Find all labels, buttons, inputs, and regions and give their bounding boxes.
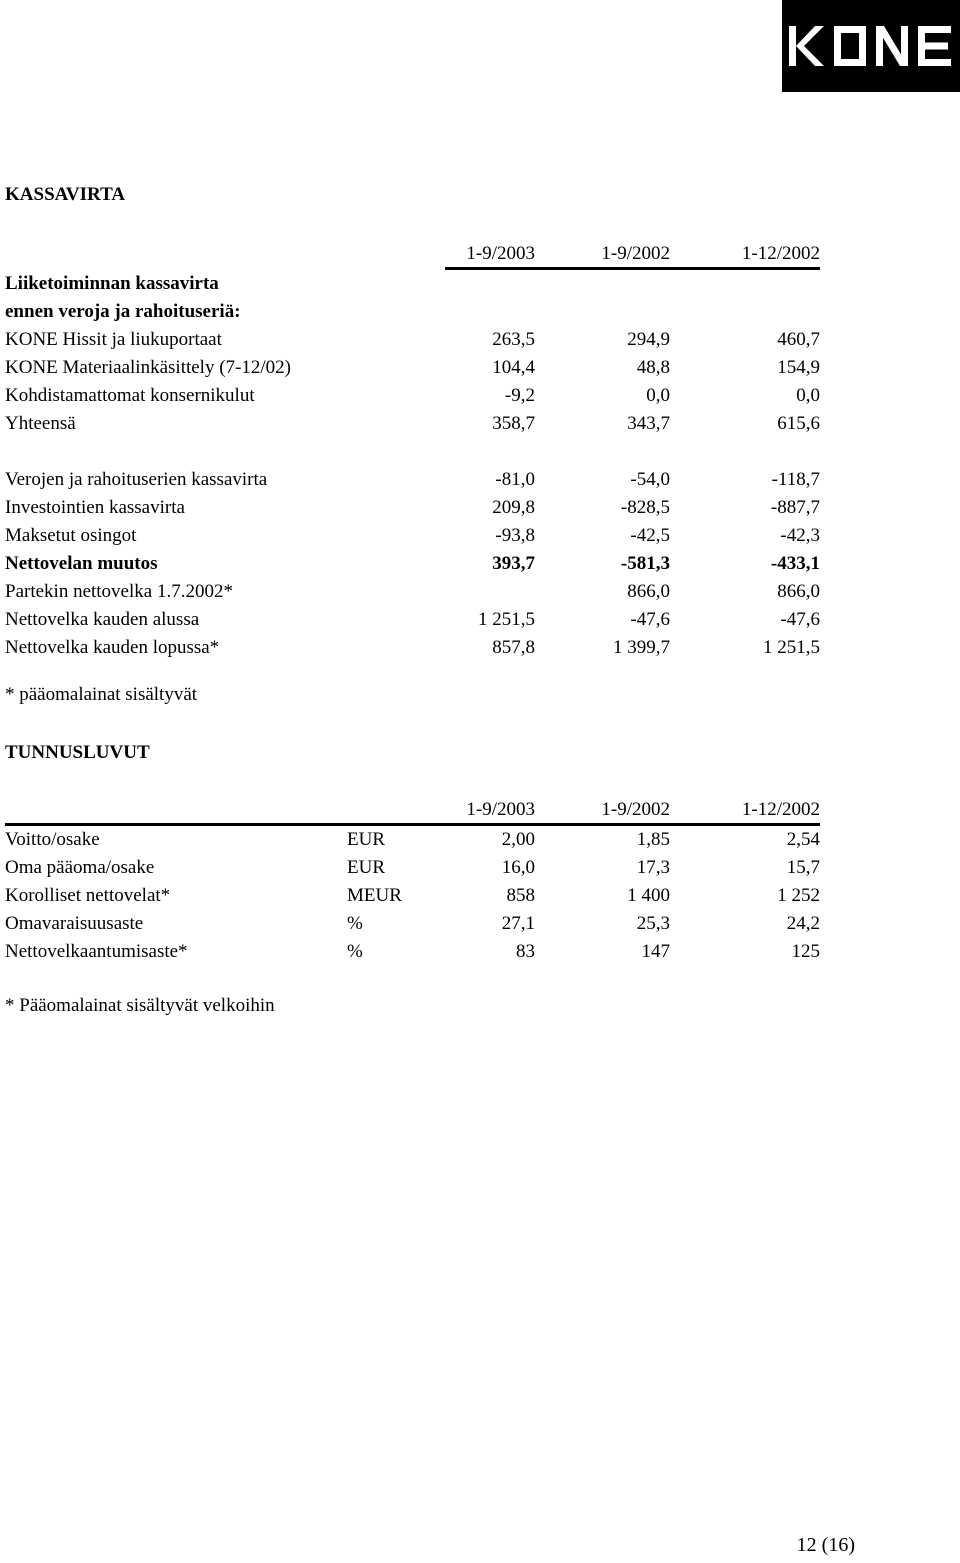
- ratios-title: TUNNUSLUVUT: [5, 742, 150, 763]
- value-1-9-2003: 2,00: [501, 829, 535, 850]
- column-header: 1-9/2002: [601, 799, 670, 820]
- value-1-9-2002: 1 400: [627, 885, 670, 906]
- column-header: 1-12/2002: [741, 799, 820, 820]
- row-label: Nettovelka kauden alussa: [5, 609, 200, 630]
- row-label: Investointien kassavirta: [5, 497, 185, 518]
- cashflow-rows: [5, 270, 820, 662]
- table-row: [5, 550, 820, 578]
- table-row: [5, 466, 820, 494]
- row-label: KONE Materiaalinkäsittely (7-12/02): [5, 357, 291, 378]
- value-1-9-2002: 48,8: [636, 357, 670, 378]
- row-label: ennen veroja ja rahoituseriä:: [5, 301, 241, 322]
- table-row: [5, 634, 820, 662]
- row-label: Yhteensä: [5, 413, 76, 434]
- value-1-9-2002: 25,3: [636, 913, 670, 934]
- value-1-12-2002: -42,3: [780, 525, 820, 546]
- kone-logo-mark: [787, 24, 955, 68]
- table-row: [5, 522, 820, 550]
- row-unit: %: [347, 941, 363, 962]
- value-1-9-2003: -93,8: [495, 525, 535, 546]
- ratios-header-row: [5, 796, 820, 826]
- value-1-12-2002: 15,7: [786, 857, 820, 878]
- column-header: 1-9/2003: [466, 799, 535, 820]
- row-unit: %: [347, 913, 363, 934]
- value-1-12-2002: 615,6: [777, 413, 820, 434]
- table-row: [5, 382, 820, 410]
- value-1-9-2003: 27,1: [501, 913, 535, 934]
- value-1-9-2002: 17,3: [636, 857, 670, 878]
- row-spacer: [5, 438, 820, 466]
- table-row: [5, 882, 820, 910]
- value-1-9-2002: 1,85: [636, 829, 670, 850]
- value-1-9-2003: 393,7: [492, 553, 535, 574]
- value-1-9-2003: -9,2: [504, 385, 535, 406]
- table-row: [5, 326, 820, 354]
- value-1-12-2002: 866,0: [777, 581, 820, 602]
- value-1-9-2003: 263,5: [492, 329, 535, 350]
- row-label: Maksetut osingot: [5, 525, 137, 546]
- value-1-9-2003: 858: [506, 885, 535, 906]
- kone-logo: [782, 0, 960, 92]
- value-1-9-2002: -581,3: [620, 553, 670, 574]
- row-label: Nettovelan muutos: [5, 553, 158, 574]
- ratios-rows: [5, 826, 820, 966]
- value-1-9-2003: -81,0: [495, 469, 535, 490]
- row-label: KONE Hissit ja liukuportaat: [5, 329, 222, 350]
- value-1-9-2003: 104,4: [492, 357, 535, 378]
- cashflow-footnote: * pääomalainat sisältyvät: [5, 684, 198, 705]
- table-row: [5, 298, 820, 326]
- value-1-9-2003: 1 251,5: [478, 609, 535, 630]
- table-row: [5, 910, 820, 938]
- value-1-9-2002: 866,0: [627, 581, 670, 602]
- table-row: [5, 606, 820, 634]
- column-header: 1-9/2002: [601, 243, 670, 264]
- value-1-9-2002: 1 399,7: [613, 637, 670, 658]
- table-row: [5, 354, 820, 382]
- value-1-9-2003: 857,8: [492, 637, 535, 658]
- row-label: Oma pääoma/osake: [5, 857, 155, 878]
- row-label: Verojen ja rahoituserien kassavirta: [5, 469, 268, 490]
- column-header: 1-12/2002: [741, 243, 820, 264]
- page-number: 12 (16): [796, 1534, 855, 1556]
- value-1-12-2002: 0,0: [796, 385, 820, 406]
- value-1-12-2002: -118,7: [771, 469, 820, 490]
- row-label: Liiketoiminnan kassavirta: [5, 273, 219, 294]
- value-1-9-2002: 343,7: [627, 413, 670, 434]
- table-row: [5, 410, 820, 438]
- value-1-12-2002: 2,54: [786, 829, 820, 850]
- value-1-9-2002: 294,9: [627, 329, 670, 350]
- table-row: [5, 270, 820, 298]
- value-1-9-2002: 147: [641, 941, 670, 962]
- row-unit: EUR: [347, 857, 385, 878]
- row-label: Voitto/osake: [5, 829, 100, 850]
- row-label: Nettovelka kauden lopussa*: [5, 637, 220, 658]
- row-label: Partekin nettovelka 1.7.2002*: [5, 581, 233, 602]
- value-1-9-2003: 83: [516, 941, 535, 962]
- row-label: Nettovelkaantumisaste*: [5, 941, 188, 962]
- row-label: Kohdistamattomat konsernikulut: [5, 385, 255, 406]
- value-1-12-2002: 125: [791, 941, 820, 962]
- value-1-9-2002: -828,5: [620, 497, 670, 518]
- value-1-9-2002: 0,0: [646, 385, 670, 406]
- value-1-9-2003: 16,0: [501, 857, 535, 878]
- row-label: Korolliset nettovelat*: [5, 885, 171, 906]
- row-unit: MEUR: [347, 885, 402, 906]
- value-1-9-2002: -47,6: [630, 609, 670, 630]
- value-1-12-2002: 1 251,5: [763, 637, 820, 658]
- cashflow-header-row: [5, 240, 820, 270]
- cashflow-table: [5, 240, 820, 662]
- table-row: [5, 494, 820, 522]
- value-1-9-2002: -42,5: [630, 525, 670, 546]
- row-unit: EUR: [347, 829, 385, 850]
- cashflow-title: KASSAVIRTA: [5, 184, 126, 205]
- table-row: [5, 854, 820, 882]
- value-1-12-2002: -887,7: [770, 497, 820, 518]
- value-1-12-2002: -433,1: [770, 553, 820, 574]
- value-1-12-2002: 1 252: [777, 885, 820, 906]
- value-1-12-2002: 460,7: [777, 329, 820, 350]
- ratios-table: [5, 796, 820, 966]
- column-header: 1-9/2003: [466, 243, 535, 264]
- table-row: [5, 826, 820, 854]
- table-row: [5, 938, 820, 966]
- value-1-12-2002: 24,2: [786, 913, 820, 934]
- value-1-9-2003: 209,8: [492, 497, 535, 518]
- value-1-9-2003: 358,7: [492, 413, 535, 434]
- ratios-footnote: * Pääomalainat sisältyvät velkoihin: [5, 995, 275, 1016]
- table-row: [5, 578, 820, 606]
- value-1-12-2002: -47,6: [780, 609, 820, 630]
- row-label: Omavaraisuusaste: [5, 913, 144, 934]
- value-1-9-2002: -54,0: [630, 469, 670, 490]
- value-1-12-2002: 154,9: [777, 357, 820, 378]
